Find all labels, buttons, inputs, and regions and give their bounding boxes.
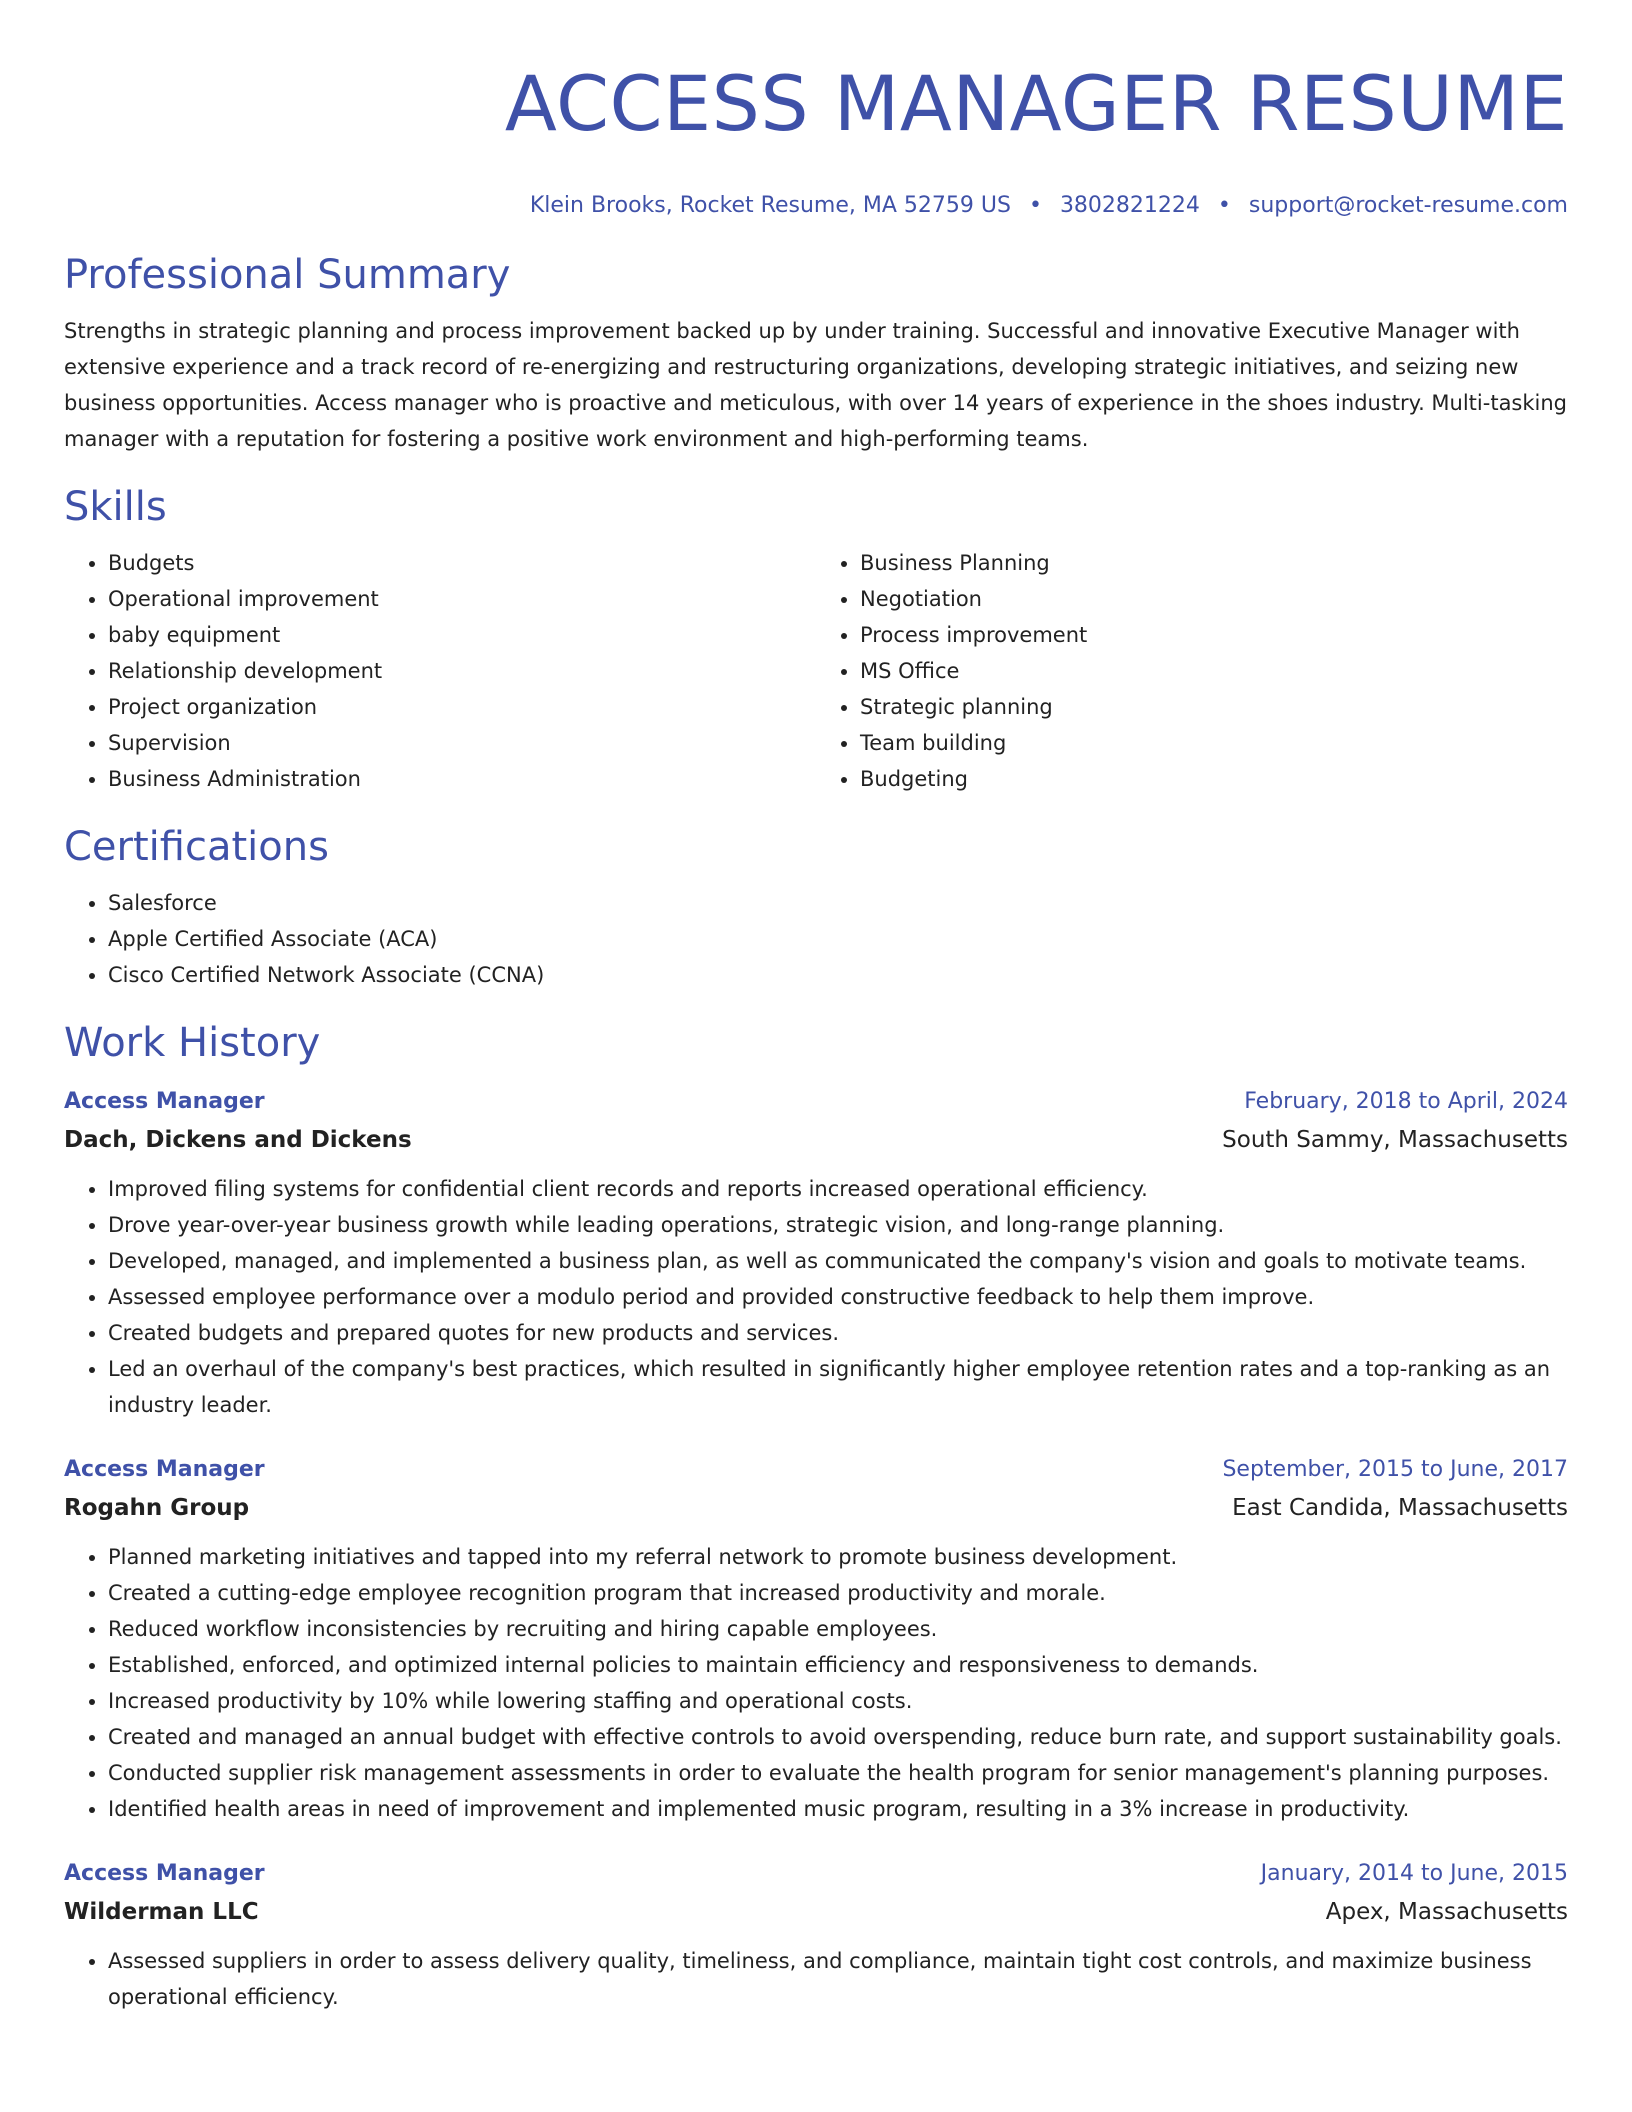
job-title: Access Manager [64, 1089, 265, 1114]
job-location: Apex, Massachusetts [1325, 1899, 1568, 1925]
job-bullet: • Assessed employee performance over a modulo period and provided constructive feedback to help them improve. [108, 1279, 1568, 1315]
contact-separator: • [1028, 193, 1042, 218]
job-bullet: • Created a cutting-edge employee recognition program that increased productivity and morale. [108, 1575, 1568, 1611]
job-bullet: • Identified health areas in need of improvement and implemented music program, resulting in a 3% increase in productivity. [108, 1791, 1568, 1827]
job-location: East Candida, Massachusetts [1232, 1495, 1568, 1521]
job-dates: February, 2018 to April, 2024 [1244, 1089, 1568, 1114]
job-dates: January, 2014 to June, 2015 [1260, 1861, 1568, 1886]
skills-section [64, 481, 1568, 797]
contact-separator: • [1217, 193, 1231, 218]
skill-item: • MS Office [860, 653, 1568, 689]
skill-item: • Process improvement [860, 617, 1568, 653]
skills-columns [64, 545, 1568, 797]
certification-item: • Apple Certified Associate (ACA) [108, 921, 1568, 957]
summary-section [64, 249, 1568, 457]
job-entry [64, 1083, 1568, 1423]
summary-text: Strengths in strategic planning and process improvement backed up by under training. Successful and innovative Executive Manager with extensive experience and a track record of re-energizing and restructuring organizations, developing strategic initiatives, and seizing new business opportunities. Access manager who is proactive and meticulous, with over 14 years of experience in the shoes industry. Multi-tasking manager with a reputation for fostering a positive work environment and high-performing teams. [64, 319, 1568, 451]
skill-item: • Operational improvement [108, 581, 816, 617]
skill-item: • Business Administration [108, 761, 816, 797]
job-header-row [64, 1451, 1568, 1489]
skills-list-right [816, 545, 1568, 797]
skill-item: • baby equipment [108, 617, 816, 653]
job-header-row [64, 1083, 1568, 1121]
skill-item: • Strategic planning [860, 689, 1568, 725]
skill-item: • Business Planning [860, 545, 1568, 581]
job-entry [64, 1451, 1568, 1827]
job-bullet: • Created budgets and prepared quotes for new products and services. [108, 1315, 1568, 1351]
skills-heading: Skills [64, 484, 167, 530]
resume-title: ACCESS MANAGER RESUME [504, 59, 1568, 148]
job-bullet: • Developed, managed, and implemented a business plan, as well as communicated the company's vision and goals to motivate teams. [108, 1243, 1568, 1279]
summary-heading: Professional Summary [64, 252, 511, 298]
certifications-heading: Certifications [64, 824, 329, 870]
skill-item: • Budgeting [860, 761, 1568, 797]
job-bullet: • Assessed suppliers in order to assess delivery quality, timeliness, and compliance, maintain tight cost controls, and maximize business operational efficiency. [108, 1943, 1568, 2015]
job-company: Wilderman LLC [64, 1899, 259, 1925]
job-bullet: • Reduced workflow inconsistencies by recruiting and hiring capable employees. [108, 1611, 1568, 1647]
skill-item: • Relationship development [108, 653, 816, 689]
skill-item: • Budgets [108, 545, 816, 581]
skills-list-left [64, 545, 816, 797]
contact-email[interactable]: support@rocket-resume.com [1248, 193, 1568, 218]
work-history-section [64, 1017, 1568, 2015]
skill-item: • Negotiation [860, 581, 1568, 617]
job-title: Access Manager [64, 1457, 265, 1482]
job-bullet: • Improved filing systems for confidential client records and reports increased operational efficiency. [108, 1171, 1568, 1207]
job-bullet: • Conducted supplier risk management assessments in order to evaluate the health program for senior management's planning purposes. [108, 1755, 1568, 1791]
job-bullet: • Increased productivity by 10% while lowering staffing and operational costs. [108, 1683, 1568, 1719]
job-company-row [64, 1489, 1568, 1527]
job-company-row [64, 1121, 1568, 1159]
contact-address: Klein Brooks, Rocket Resume, MA 52759 US [529, 193, 1011, 218]
work-history-heading: Work History [64, 1020, 321, 1066]
job-entry [64, 1855, 1568, 2015]
job-title: Access Manager [64, 1861, 265, 1886]
job-bullets [64, 1943, 1568, 2015]
job-bullets [64, 1171, 1568, 1423]
job-bullet: • Established, enforced, and optimized internal policies to maintain efficiency and responsiveness to demands. [108, 1647, 1568, 1683]
certifications-section [64, 821, 1568, 993]
job-bullet: • Planned marketing initiatives and tapped into my referral network to promote business development. [108, 1539, 1568, 1575]
skill-item: • Project organization [108, 689, 816, 725]
job-location: South Sammy, Massachusetts [1222, 1127, 1568, 1153]
certification-item: • Salesforce [108, 885, 1568, 921]
job-bullets [64, 1539, 1568, 1827]
job-bullet: • Led an overhaul of the company's best practices, which resulted in significantly higher employee retention rates and a top-ranking as an industry leader. [108, 1351, 1568, 1423]
job-header-row [64, 1855, 1568, 1893]
contact-line [64, 191, 1568, 221]
contact-phone[interactable]: 3802821224 [1059, 193, 1200, 218]
job-bullet: • Created and managed an annual budget with effective controls to avoid overspending, reduce burn rate, and support sustainability goals. [108, 1719, 1568, 1755]
resume-page [64, 0, 1568, 2015]
certifications-list [64, 885, 1568, 993]
job-company-row [64, 1893, 1568, 1931]
certification-item: • Cisco Certified Network Associate (CCNA) [108, 957, 1568, 993]
job-company: Rogahn Group [64, 1495, 250, 1521]
skill-item: • Team building [860, 725, 1568, 761]
job-company: Dach, Dickens and Dickens [64, 1127, 412, 1153]
job-dates: September, 2015 to June, 2017 [1222, 1457, 1568, 1482]
skill-item: • Supervision [108, 725, 816, 761]
resume-header [64, 0, 1568, 221]
job-bullet: • Drove year-over-year business growth while leading operations, strategic vision, and long-range planning. [108, 1207, 1568, 1243]
